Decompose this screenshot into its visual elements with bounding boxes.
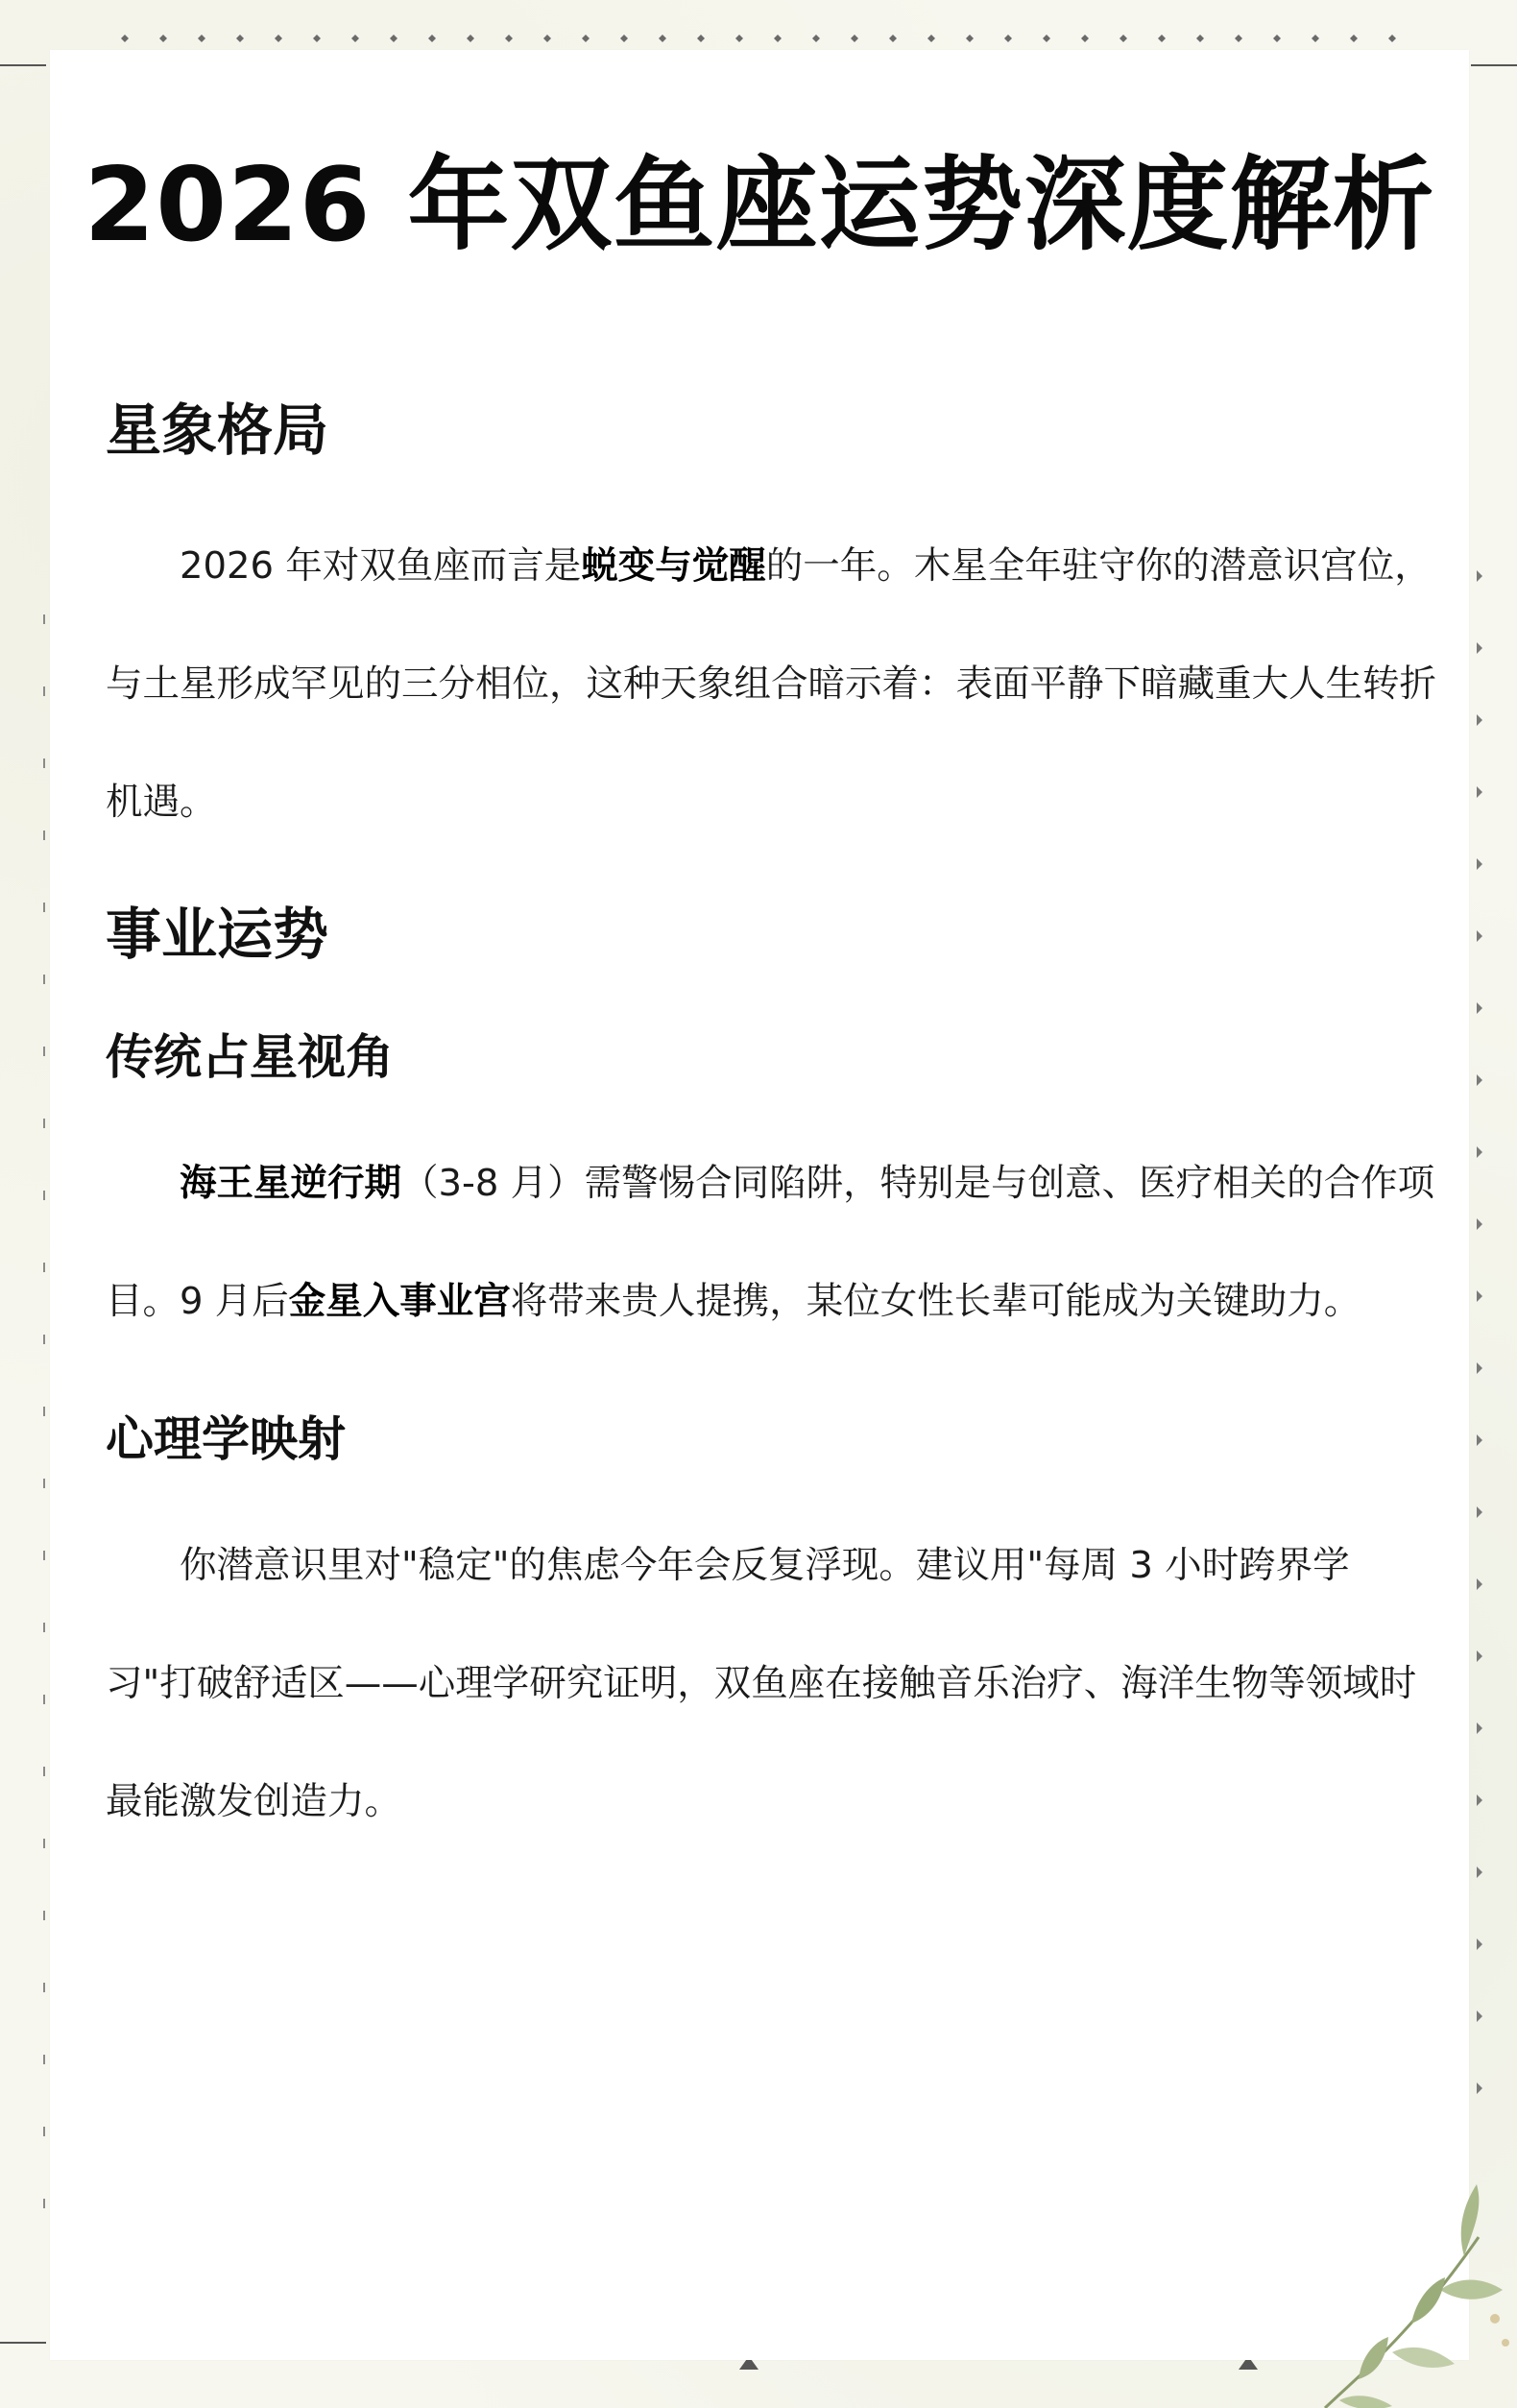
paragraph-text: 将带来贵人提携，某位女性长辈可能成为关键助力。 [510,1280,1361,1324]
subsection-heading-psychology: 心理学映射 [106,1411,346,1468]
document-page [50,50,1469,2360]
document-body [106,338,1440,1861]
section-heading-career: 事业运势 [106,901,329,967]
paragraph-text: 2026 年对双鱼座而言是 [180,543,582,588]
section-heading-astrology-pattern: 星象格局 [106,397,329,463]
paragraph-text: （3-8 月）需警惕合同陷阱，特别是与创意、医疗相关的合作项目。9 月后 [106,1162,1435,1324]
section-paragraph-astrology-pattern [106,507,1440,861]
subsection-heading-traditional-astrology: 传统占星视角 [106,1029,394,1086]
paragraph-emphasis: 海王星逆行期 [180,1162,402,1206]
subsection-paragraph-psychology: 你潜意识里对"稳定"的焦虑今年会反复浮现。建议用"每周 3 小时跨界学习"打破舒适区——心理学研究证明，双鱼座在接触音乐治疗、海洋生物等领域时最能激发创造力。 [106,1544,1417,1824]
subsection-paragraph-traditional-astrology [106,1124,1440,1361]
page-title: 2026 年双鱼座运势深度解析 [84,146,1435,264]
paragraph-text: 的一年。木星全年驻守你的潜意识宫位，与土星形成罕见的三分相位，这种天象组合暗示着：表面平静下暗藏重大人生转折机遇。 [106,543,1437,824]
paragraph-emphasis: 金星入事业宫 [288,1280,511,1324]
paragraph-emphasis: 蜕变与觉醒 [581,543,766,588]
